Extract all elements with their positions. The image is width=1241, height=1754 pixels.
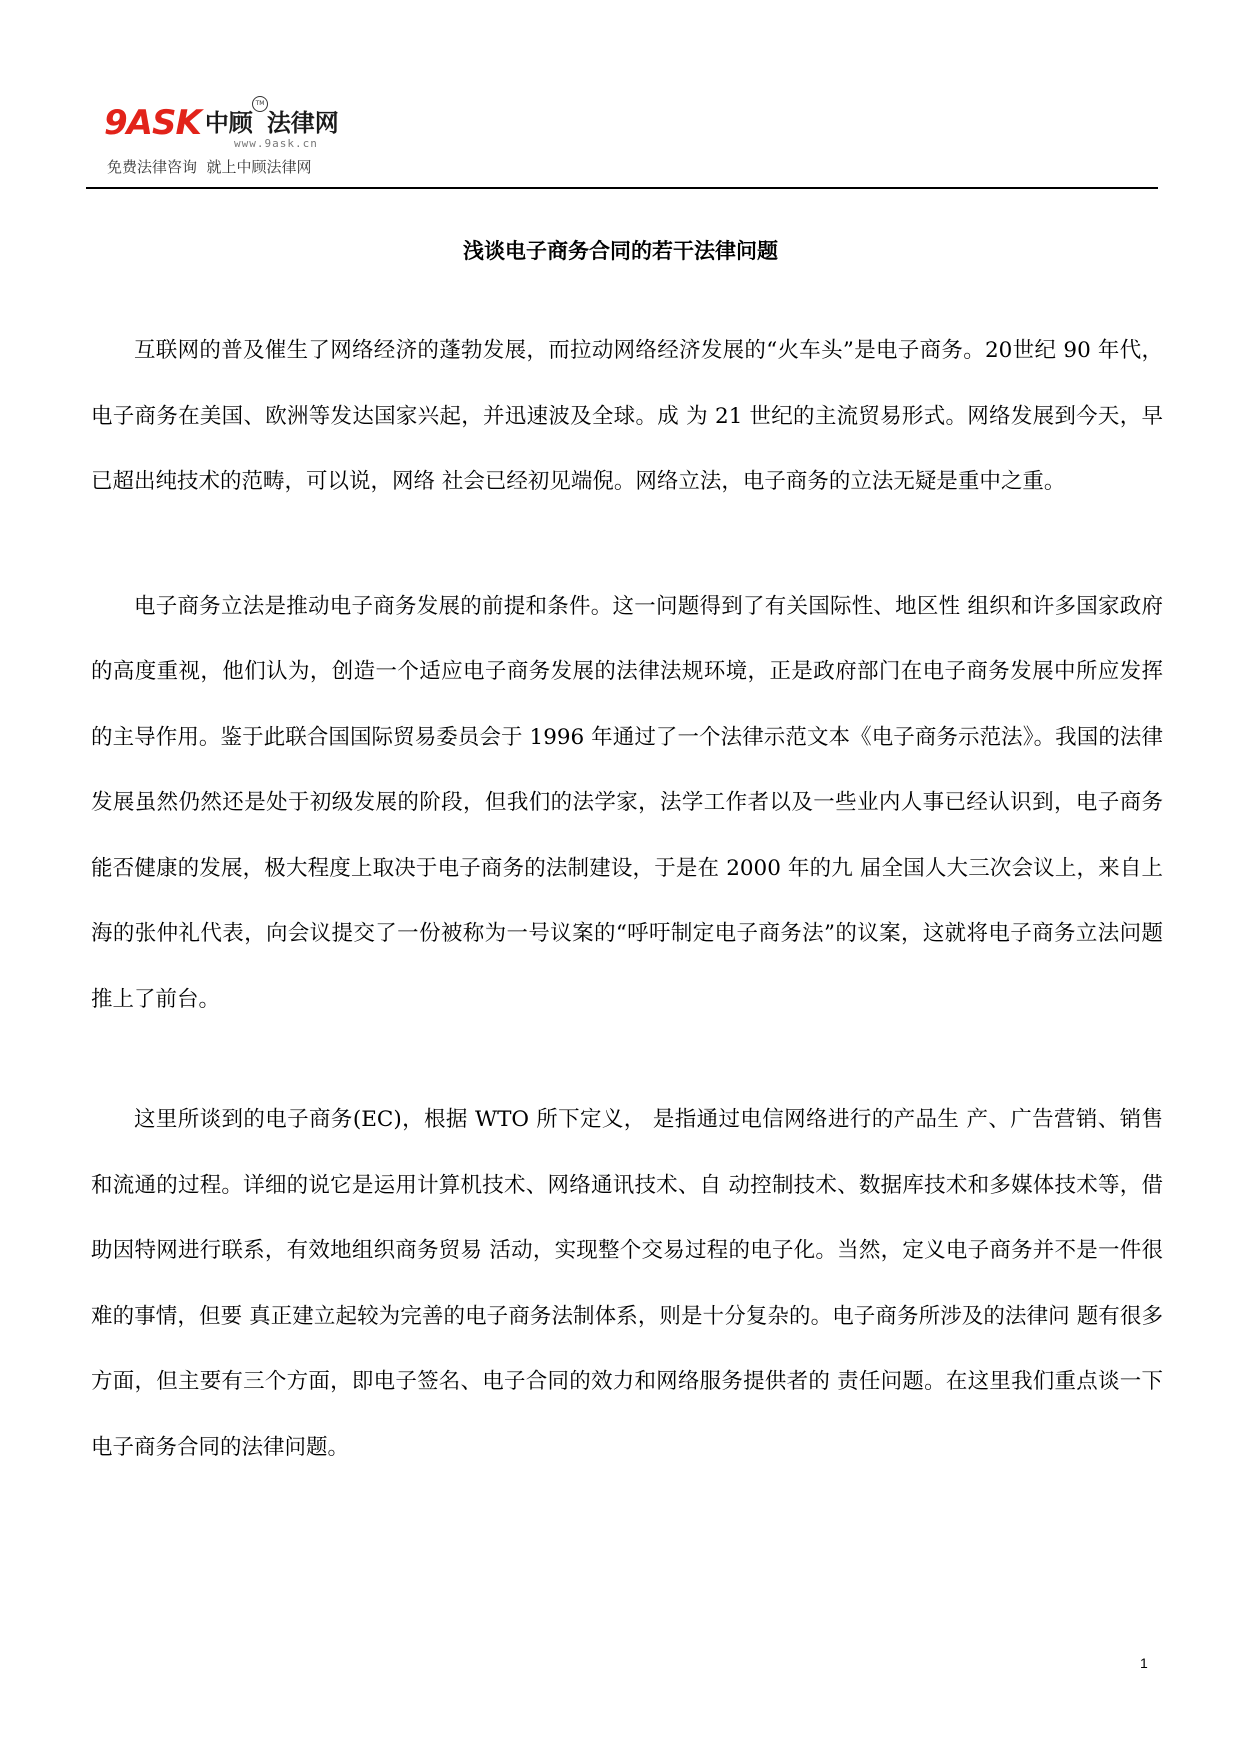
document-title: 浅谈电子商务合同的若干法律问题 — [463, 239, 778, 263]
logo-mark: 9ASK — [104, 103, 201, 143]
page-number: 1 — [1140, 1655, 1148, 1671]
logo-name-a: 中顾 — [204, 109, 253, 137]
logo-url: www.9ask.cn — [234, 137, 318, 150]
paragraph: 互联网的普及催生了网络经济的蓬勃发展，而拉动网络经济发展的“火车头”是电子商务。20世纪 90 年代，电子商务在美国、欧洲等发达国家兴起，并迅速波及全球。成 为 21 世纪的主流贸易形式。网络发展到今天，早已超出纯技术的范畴，可以说，网络 社会已经初见端倪。网络立法，电子商务的立法无疑是重中之重。 — [91, 338, 1163, 494]
paragraph: 电子商务立法是推动电子商务发展的前提和条件。这一问题得到了有关国际性、地区性 组织和许多国家政府的高度重视，他们认为，创造一个适应电子商务发展的法律法规环境，正是政府部门在电子商务发展中所应发挥的主导作用。鉴于此联合国国际贸易委员会于 1996 年通过了一个法律示范文本《电子商务示范法》。我国的法律发展虽然仍然还是处于初级发展的阶段，但我们的法学家，法学工作者以及一些业内人事已经认识到，电子商务能否健康的发展，极大程度上取决于电子商务的法制建设，于是在 2000 年的九 届全国人大三次会议上，来自上海的张仲礼代表，向会议提交了一份被称为一号议案的“呼吁制定电子商务法”的议案，这就将电子商务立法问题推上了前台。 — [91, 593, 1163, 1012]
logo-name-b: 法律网 — [266, 109, 339, 137]
paragraph: 这里所谈到的电子商务(EC)，根据 WTO 所下定义， 是指通过电信网络进行的产品生 产、广告营销、销售和流通的过程。详细的说它是运用计算机技术、网络通讯技术、自 动控制技术、数据库技术和多媒体技术等，借助因特网进行联系，有效地组织商务贸易 活动，实现整个交易过程的电子化。当然，定义电子商务并不是一件很难的事情，但要 真正建立起较为完善的电子商务法制体系，则是十分复杂的。电子商务所涉及的法律问 题有很多方面，但主要有三个方面，即电子签名、电子合同的效力和网络服务提供者的 责任问题。在这里我们重点谈一下电子商务合同的法律问题。 — [91, 1107, 1163, 1460]
logo-slogan: 免费法律咨询 就上中顾法律网 — [107, 158, 312, 176]
logo-wordmark — [104, 96, 364, 143]
document-body — [91, 318, 1163, 1480]
site-logo[interactable] — [104, 96, 364, 182]
paragraph-spacer — [91, 515, 1163, 574]
paragraph-spacer — [91, 1032, 1163, 1087]
header-divider — [86, 187, 1158, 189]
trademark-icon: TM — [252, 96, 268, 112]
